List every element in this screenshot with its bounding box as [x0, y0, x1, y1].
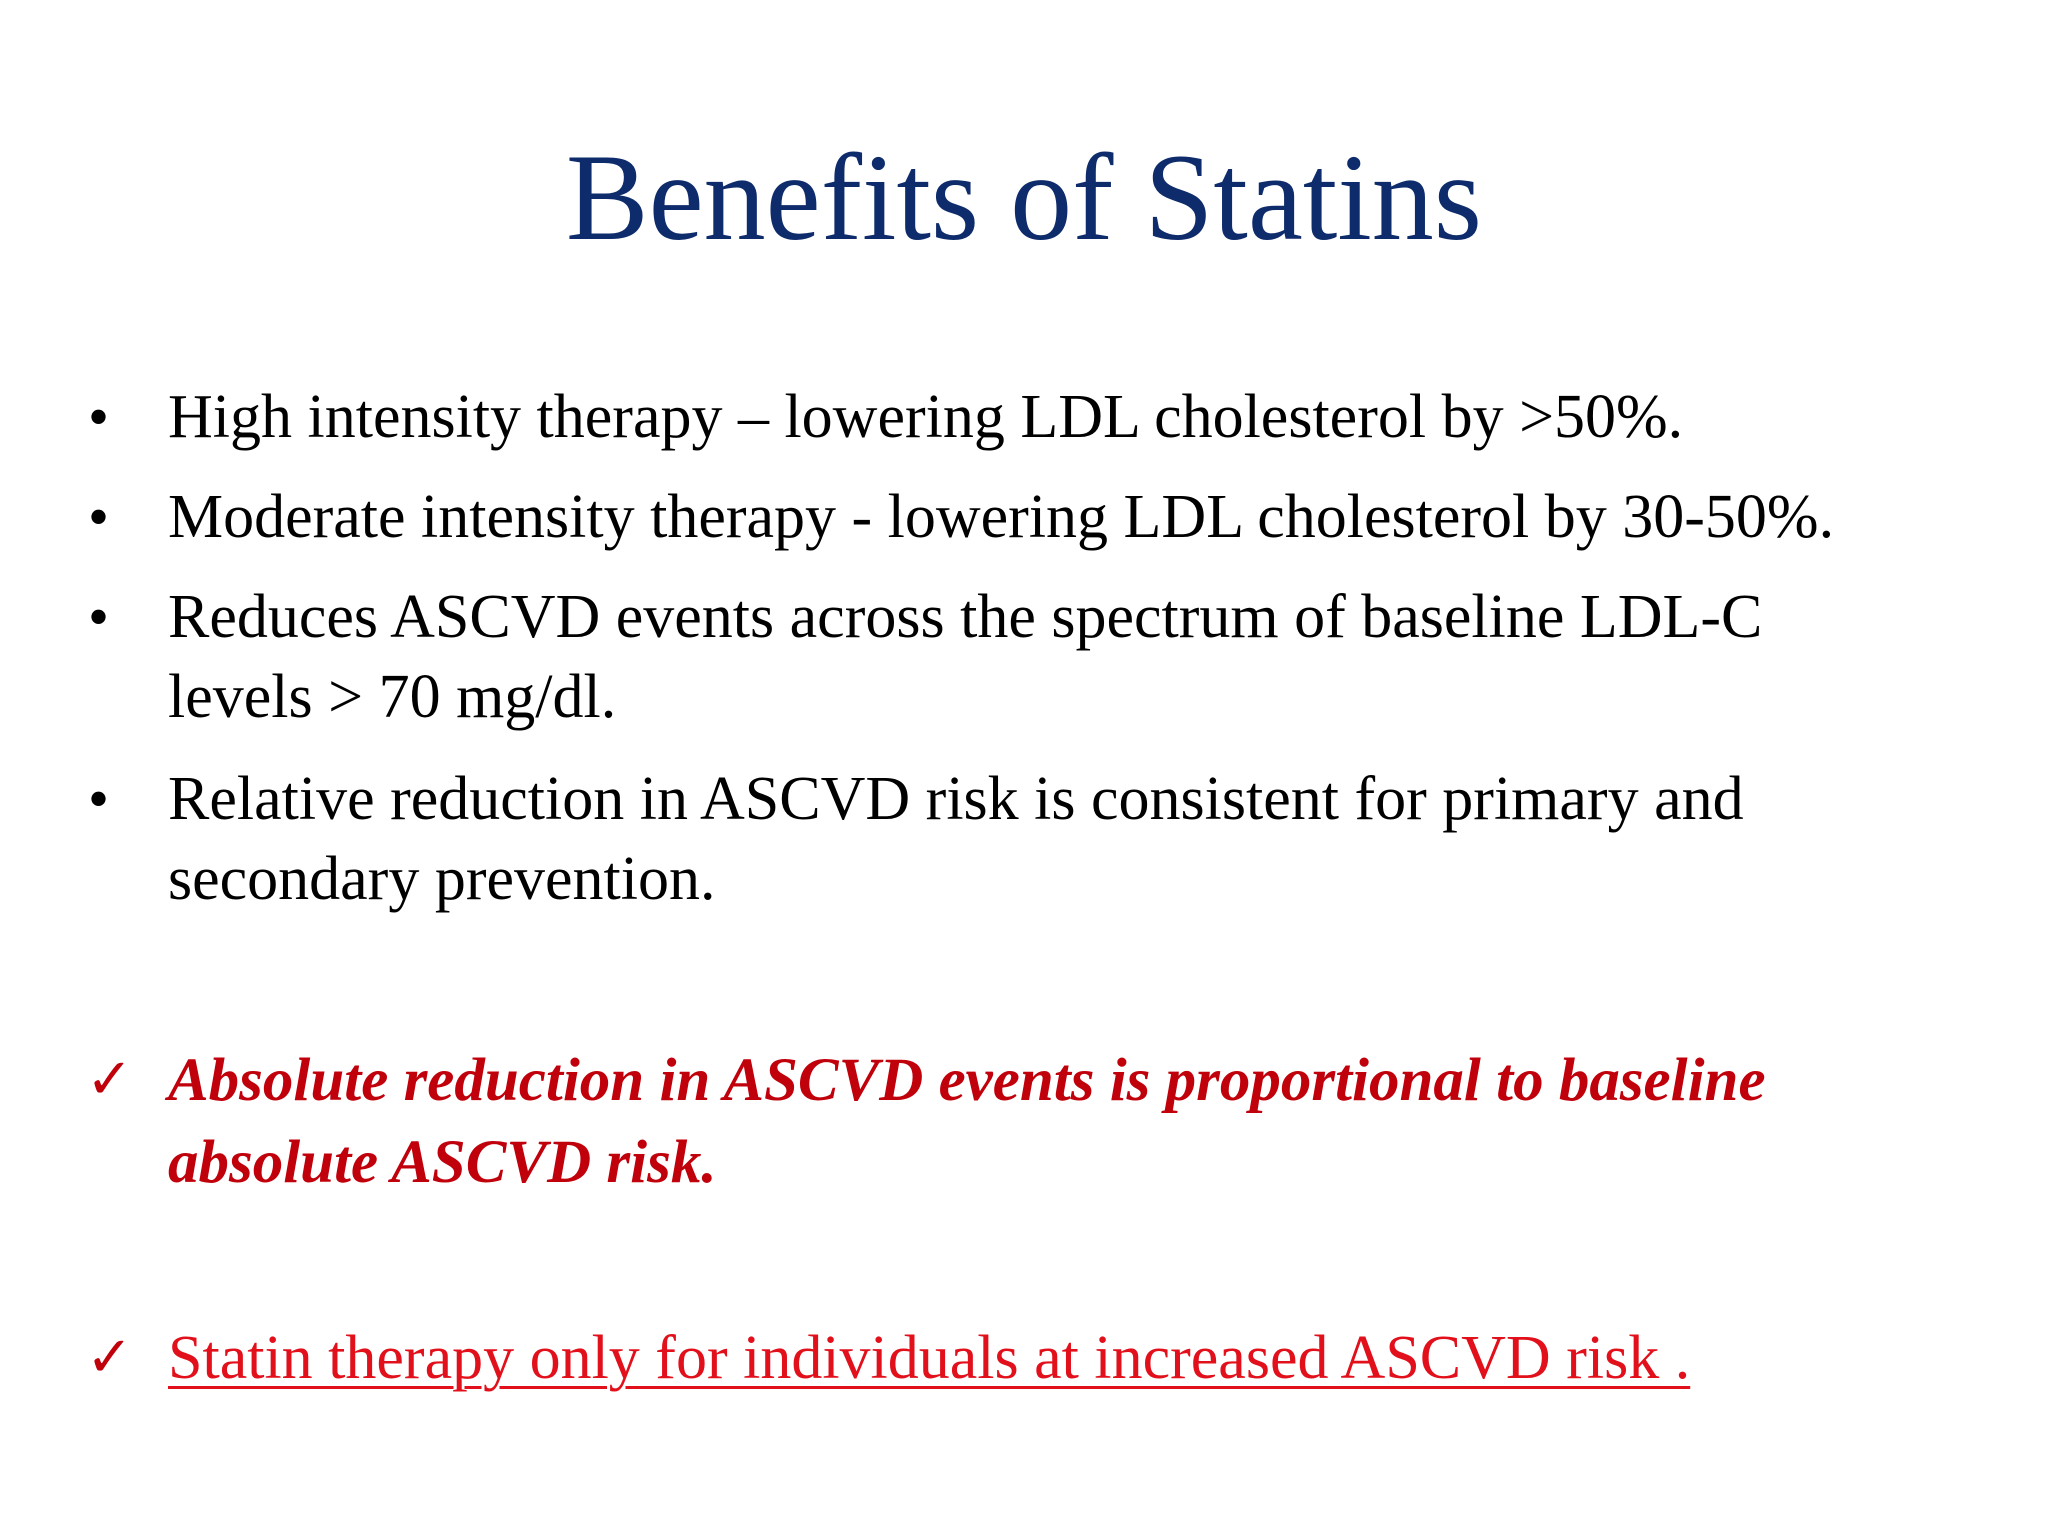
- bullet-line: Moderate intensity therapy - lowering LDL cholesterol by 30-50%.: [168, 483, 1835, 551]
- bullet-text: [168, 377, 2028, 457]
- bullet-text: [168, 477, 2028, 557]
- bullet-icon: •: [88, 484, 110, 550]
- bullet-icon: •: [88, 384, 110, 450]
- bullet-icon: •: [88, 766, 110, 832]
- emphasis-text: [168, 1040, 2028, 1204]
- emphasis-line: Absolute reduction in ASCVD events is proportional to baseline: [168, 1047, 1766, 1114]
- emphasis-line: absolute ASCVD risk.: [168, 1129, 717, 1196]
- checkmark-icon: ✓: [86, 1047, 133, 1112]
- underlined-text: [168, 1318, 2028, 1398]
- bullet-line: High intensity therapy – lowering LDL cholesterol by >50%.: [168, 383, 1684, 451]
- bullet-text: [168, 577, 2028, 737]
- checkmark-icon: ✓: [86, 1325, 133, 1390]
- underlined-line: Statin therapy only for individuals at increased ASCVD risk .: [168, 1324, 1691, 1392]
- bullet-line: Relative reduction in ASCVD risk is consistent for primary and: [168, 765, 1744, 833]
- bullet-icon: •: [88, 584, 110, 650]
- bullet-line: secondary prevention.: [168, 845, 716, 913]
- bullet-line: Reduces ASCVD events across the spectrum of baseline LDL-C: [168, 583, 1763, 651]
- slide-title: Benefits of Statins: [565, 129, 1483, 266]
- bullet-line: levels > 70 mg/dl.: [168, 663, 617, 731]
- bullet-text: [168, 759, 2028, 919]
